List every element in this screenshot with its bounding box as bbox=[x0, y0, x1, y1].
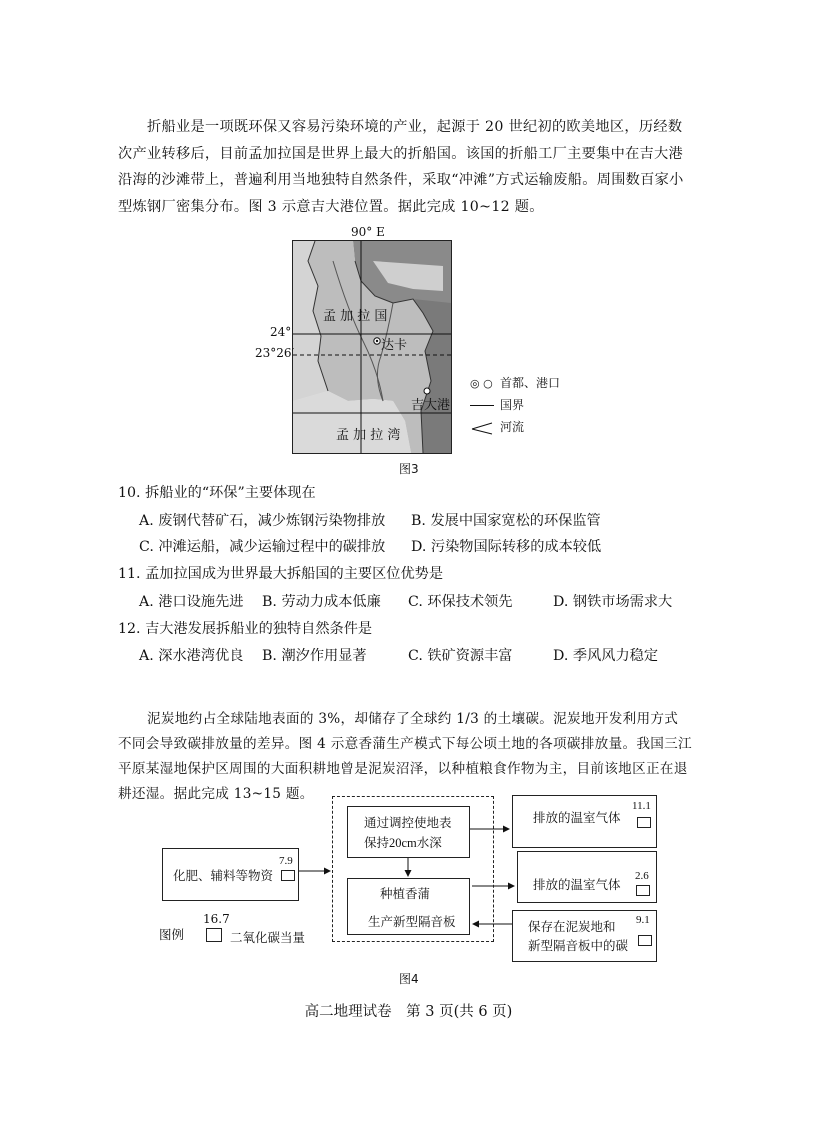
fig4-output1-value: 11.1 bbox=[632, 800, 651, 812]
fig4-storage-box bbox=[512, 910, 657, 962]
fig4-step2-line1: 种植香蒲 bbox=[380, 887, 431, 901]
map-lat-2326: 23°26′ bbox=[255, 346, 295, 360]
fig4-step1-box bbox=[347, 806, 470, 858]
legend-river-text: 河流 bbox=[500, 420, 525, 434]
map-figure-3 bbox=[292, 240, 452, 454]
fig4-output2-value-box bbox=[636, 885, 650, 896]
question-12-option-a: A. 深水港湾优良 bbox=[139, 648, 244, 664]
fig4-input-box bbox=[162, 848, 299, 901]
fig4-output2-box bbox=[517, 851, 657, 903]
fig4-output1-box bbox=[512, 795, 657, 848]
question-10-stem: 10. 拆船业的“环保”主要体现在 bbox=[118, 485, 316, 501]
question-12-option-d: D. 季风风力稳定 bbox=[553, 648, 659, 664]
figure-3-caption: 图3 bbox=[399, 462, 419, 476]
map-port-label: 吉大港 bbox=[411, 398, 451, 413]
fig4-storage-value-box bbox=[638, 935, 652, 946]
capital-port-symbol-icon: ◎ ○ bbox=[470, 377, 493, 390]
river-symbol-icon bbox=[470, 421, 494, 435]
fig4-legend-label: 图例 bbox=[159, 927, 185, 942]
fig4-output1-value-box bbox=[637, 817, 651, 828]
fig4-legend-text: 二氧化碳当量 bbox=[230, 930, 306, 945]
border-line-icon bbox=[470, 405, 494, 406]
fig4-step2-box bbox=[347, 878, 470, 935]
fig4-input-value-box bbox=[281, 870, 295, 881]
legend-border bbox=[470, 396, 524, 413]
fig4-legend-square bbox=[206, 928, 222, 942]
map-lat-24: 24° bbox=[270, 325, 292, 339]
fig4-step1-line2: 保持20cm水深 bbox=[364, 836, 442, 850]
question-11-option-b: B. 劳动力成本低廉 bbox=[262, 594, 381, 610]
map-drawing bbox=[293, 241, 451, 453]
fig4-output2-value: 2.6 bbox=[635, 870, 649, 882]
question-12-option-c: C. 铁矿资源丰富 bbox=[408, 648, 513, 664]
legend-river bbox=[470, 418, 524, 435]
question-11-option-a: A. 港口设施先进 bbox=[139, 594, 244, 610]
figure-4-caption: 图4 bbox=[399, 972, 419, 986]
map-country-label: 孟 加 拉 国 bbox=[323, 309, 388, 324]
map-capital-label: 达卡 bbox=[381, 338, 408, 353]
legend-capital-port bbox=[470, 374, 560, 391]
fig4-storage-value: 9.1 bbox=[636, 914, 650, 926]
question-10-option-d: D. 污染物国际转移的成本较低 bbox=[411, 539, 602, 555]
map-bay-label: 孟 加 拉 湾 bbox=[336, 428, 401, 443]
question-10-option-b: B. 发展中国家宽松的环保监管 bbox=[411, 513, 601, 529]
question-10-option-c: C. 冲滩运船，减少运输过程中的碳排放 bbox=[139, 539, 386, 555]
fig4-output2-text: 排放的温室气体 bbox=[533, 878, 621, 892]
question-11-option-d: D. 钢铁市场需求大 bbox=[553, 594, 673, 610]
legend-border-text: 国界 bbox=[500, 398, 525, 412]
fig4-legend-value: 16.7 bbox=[203, 912, 230, 926]
question-12-option-b: B. 潮汐作用显著 bbox=[262, 648, 367, 664]
fig4-storage-line1: 保存在泥炭地和 bbox=[528, 920, 616, 934]
passage-2: 泥炭地约占全球陆地表面的 3%，却储存了全球约 1/3 的土壤碳。泥炭地开发利用方式不同会导致碳排放量的差异。图 4 示意香蒲生产模式下每公顷土地的各项碳排放量。我国三江平原某湿地保护区周围的大面积耕地曾是泥炭沼泽，以种植粮食作物为主，目前该地区正在退耕还湿。据此完成 13~15 题。 bbox=[118, 711, 692, 802]
fig4-step2-line2: 生产新型隔音板 bbox=[368, 915, 456, 929]
fig4-step1-line1: 通过调控使地表 bbox=[364, 816, 452, 830]
fig4-output1-text: 排放的温室气体 bbox=[533, 811, 621, 825]
question-11-stem: 11. 孟加拉国成为世界最大拆船国的主要区位优势是 bbox=[118, 566, 444, 582]
fig4-input-text: 化肥、辅料等物资 bbox=[173, 869, 274, 883]
fig4-input-value: 7.9 bbox=[279, 855, 293, 867]
fig4-storage-line2: 新型隔音板中的碳 bbox=[528, 939, 629, 953]
legend-capital-port-text: 首都、港口 bbox=[500, 376, 561, 390]
question-12-stem: 12. 吉大港发展拆船业的独特自然条件是 bbox=[118, 621, 373, 637]
passage-1: 折船业是一项既环保又容易污染环境的产业，起源于 20 世纪初的欧美地区，历经数次产业转移后，目前孟加拉国是世界上最大的折船国。该国的折船工厂主要集中在吉大港沿海的沙滩带上，普遍利用当地独特自然条件，采取“冲滩”方式运输废船。周围数百家小型炼钢厂密集分布。图 3 示意吉大港位置。据此完成 10~12 题。 bbox=[118, 119, 684, 215]
question-11-option-c: C. 环保技术领先 bbox=[408, 594, 513, 610]
map-longitude-label: 90° E bbox=[351, 225, 385, 239]
question-10-option-a: A. 废钢代替矿石，减少炼钢污染物排放 bbox=[139, 513, 386, 529]
page-footer: 高二地理试卷 第 3 页(共 6 页) bbox=[304, 1004, 513, 1020]
